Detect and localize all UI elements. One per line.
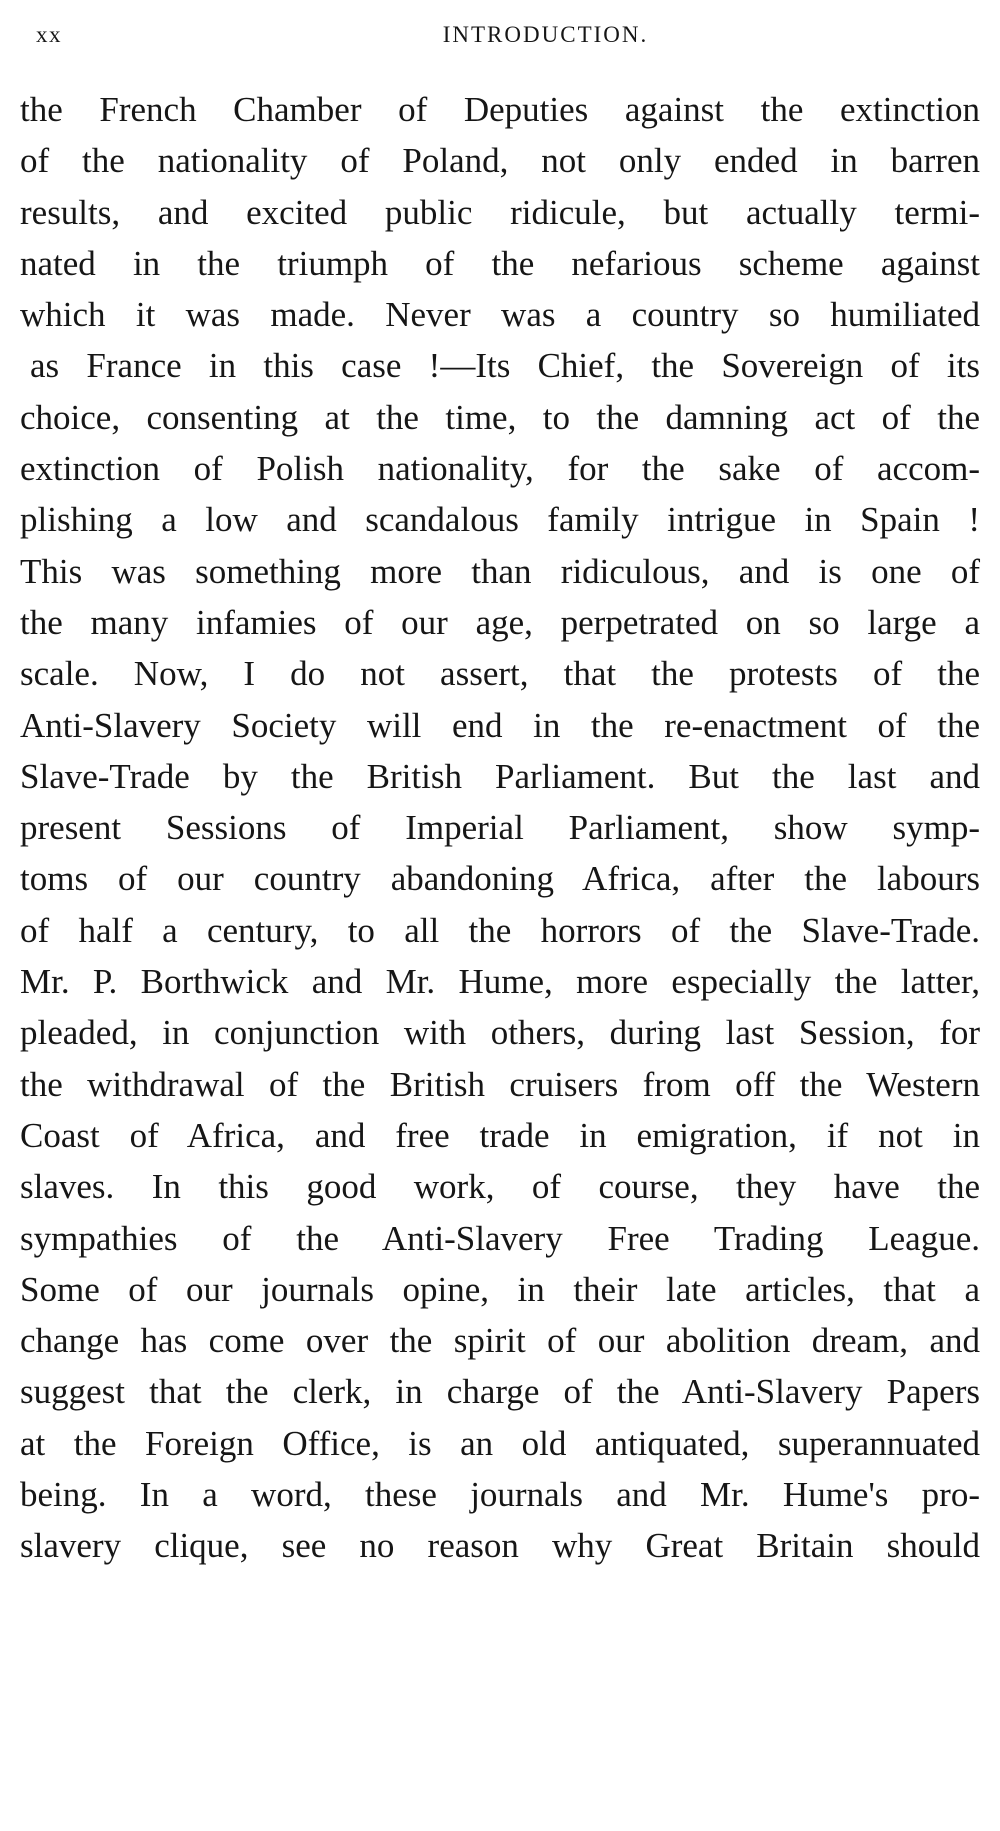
running-title: INTRODUCTION. [442, 22, 649, 47]
text-line: slavery clique, see no reason why Great Britain should [20, 1526, 980, 1566]
text-line: slaves. In this good work, of course, they have the [20, 1167, 980, 1207]
text-line: scale. Now, I do not assert, that the protests of the [20, 654, 980, 694]
text-line: results, and excited public ridicule, but actually termi- [20, 192, 980, 232]
running-head [28, 22, 983, 62]
text-line: This was something more than ridiculous, and is one of [20, 551, 980, 591]
text-line: change has come over the spirit of our abolition dream, and [20, 1321, 980, 1361]
text-line: sympathies of the Anti-Slavery Free Trading League. [20, 1218, 980, 1258]
body-text [20, 84, 980, 1572]
text-line: of half a century, to all the horrors of the Slave-Trade. [20, 910, 980, 950]
text-line: choice, consenting at the time, to the damning act of the [20, 397, 980, 437]
text-line: of the nationality of Poland, not only ended in barren [20, 141, 980, 181]
text-line: toms of our country abandoning Africa, after the labours [20, 859, 980, 899]
text-line: suggest that the clerk, in charge of the Anti-Slavery Papers [20, 1372, 980, 1412]
text-line: at the Foreign Office, is an old antiquated, superannuated [20, 1423, 980, 1463]
text-line: Anti-Slavery Society will end in the re-enactment of the [20, 705, 980, 745]
text-line: Mr. P. Borthwick and Mr. Hume, more especially the latter, [20, 962, 980, 1002]
text-line: Slave-Trade by the British Parliament. But the last and [20, 756, 980, 796]
text-line: Coast of Africa, and free trade in emigration, if not in [20, 1115, 980, 1155]
page-number: xx [36, 22, 62, 47]
text-line: which it was made. Never was a country so humiliated [20, 295, 980, 335]
text-line: the French Chamber of Deputies against the extinction [20, 90, 980, 129]
text-line: the withdrawal of the British cruisers from off the Western [20, 1064, 980, 1104]
text-line: the many infamies of our age, perpetrated on so large a [20, 602, 980, 642]
text-line: plishing a low and scandalous family intrigue in Spain ! [20, 500, 980, 540]
text-line: pleaded, in conjunction with others, during last Session, for [20, 1013, 980, 1053]
text-line: being. In a word, these journals and Mr. Hume's pro- [20, 1475, 980, 1515]
text-line: Some of our journals opine, in their late articles, that a [20, 1269, 980, 1309]
text-line: nated in the triumph of the nefarious scheme against [20, 243, 980, 283]
text-line: as France in this case !—Its Chief, the Sovereign of its [30, 346, 980, 386]
text-line: extinction of Polish nationality, for the sake of accom- [20, 449, 980, 489]
text-line: present Sessions of Imperial Parliament, show symp- [20, 808, 980, 848]
